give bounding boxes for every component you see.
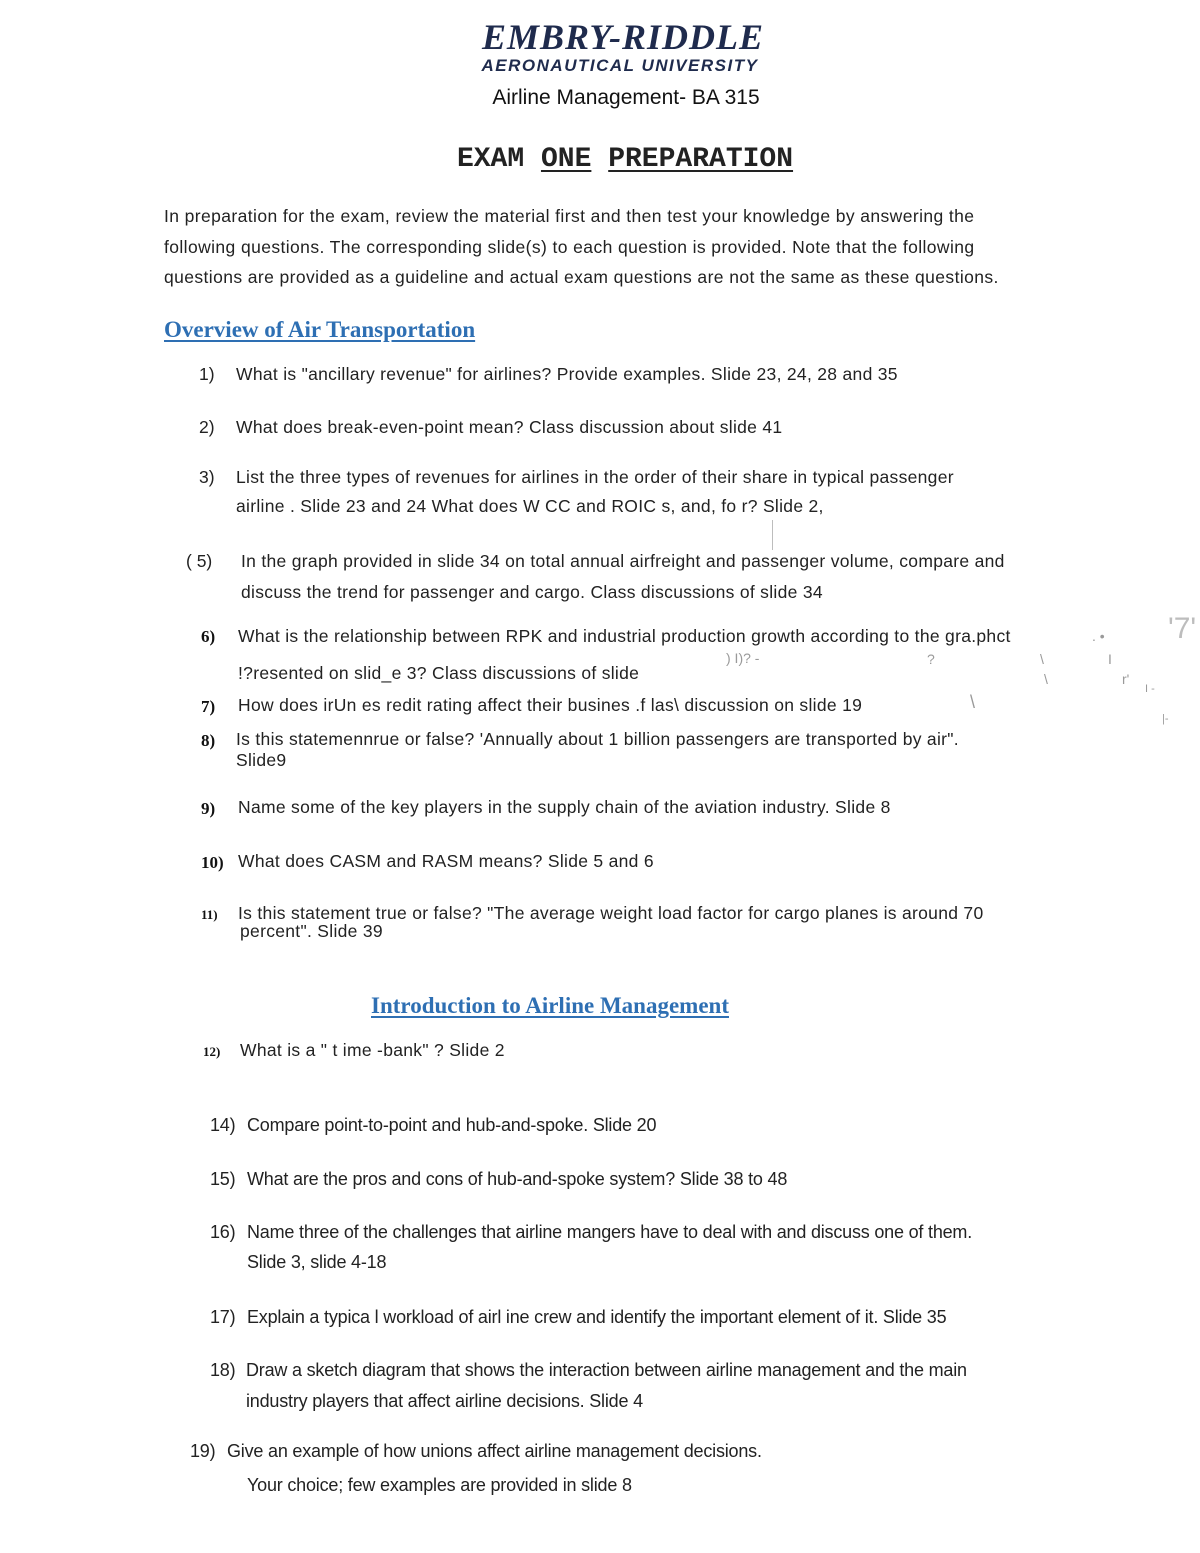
intro-line-1: In preparation for the exam, review the material first and then test your knowledge by answering the (164, 206, 975, 226)
question-number: 10) (201, 853, 224, 872)
question-text: What does break-even-point mean? Class discussion about slide 41 (236, 417, 783, 437)
question-text: Explain a typica l workload of airl ine crew and identify the important element of it. Slide 35 (247, 1307, 947, 1327)
scan-noise: \ (1040, 651, 1044, 667)
question-text: Compare point-to-point and hub-and-spoke. Slide 20 (247, 1115, 657, 1135)
question-text-continued: discuss the trend for passenger and cargo. Class discussions of slide 34 (241, 582, 823, 602)
question-number: 18) (210, 1360, 236, 1380)
scan-noise: I (1108, 651, 1112, 667)
question-text: What is a " t ime -bank" ? Slide 2 (240, 1040, 505, 1060)
exam-title (0, 144, 1200, 175)
question-number: 15) (210, 1169, 236, 1189)
scan-noise: '7' (1168, 612, 1197, 645)
question-text: In the graph provided in slide 34 on total annual airfreight and passenger volume, compare and (241, 551, 1005, 571)
question-number: 12) (203, 1044, 221, 1059)
scan-artifact-line (772, 520, 773, 550)
question-text: Name some of the key players in the supply chain of the aviation industry. Slide 8 (238, 797, 891, 817)
scan-noise: \ (1044, 671, 1048, 687)
question-text-continued: Slide9 (236, 750, 287, 770)
question-text-continued: Your choice; few examples are provided in slide 8 (247, 1475, 632, 1495)
question-number: 14) (210, 1115, 236, 1135)
scan-noise: ? (927, 651, 935, 667)
question-number: 2) (199, 417, 215, 437)
question-text-continued: industry players that affect airline decisions. Slide 4 (246, 1391, 643, 1411)
question-text-continued: Slide 3, slide 4-18 (247, 1252, 387, 1272)
section-heading-overview: Overview of Air Transportation (164, 317, 476, 342)
scan-noise: ) I)? - (726, 650, 760, 666)
exam-title-word-3: PREPARATION (608, 144, 794, 175)
question-number: 11) (201, 907, 218, 922)
question-number: 17) (210, 1307, 236, 1327)
question-number: 3) (199, 467, 215, 487)
question-number: 8) (201, 731, 216, 750)
question-text: What does CASM and RASM means? Slide 5 and 6 (238, 851, 654, 871)
course-title: Airline Management- BA 315 (492, 86, 760, 109)
intro-line-2: following questions. The corresponding slide(s) to each question is provided. Note that the following (164, 237, 975, 257)
question-text: Draw a sketch diagram that shows the interaction between airline management and the main (246, 1360, 967, 1380)
scan-noise: \ (970, 692, 976, 712)
question-number: ( 5) (186, 551, 213, 571)
question-number: 9) (201, 799, 216, 818)
section-heading-introduction: Introduction to Airline Management (371, 993, 729, 1018)
scan-noise: I - (1145, 683, 1155, 695)
question-number: 7) (201, 697, 216, 716)
question-text: What are the pros and cons of hub-and-spoke system? Slide 38 to 48 (247, 1169, 788, 1189)
scan-noise: r' (1122, 671, 1130, 687)
intro-line-3: questions are provided as a guideline and actual exam questions are not the same as these questions. (164, 267, 999, 287)
question-text: List the three types of revenues for airlines in the order of their share in typical passenger (236, 467, 954, 487)
question-number: 6) (201, 627, 216, 646)
question-number: 16) (210, 1222, 236, 1242)
question-text: Name three of the challenges that airline mangers have to deal with and discuss one of them. (247, 1222, 973, 1242)
question-text-continued: airline . Slide 23 and 24 What does W CC and ROIC s, and, fo r? Slide 2, (236, 496, 824, 516)
university-logo-wordmark: EMBRY-RIDDLE (481, 17, 765, 57)
question-number: 19) (190, 1441, 216, 1461)
question-text: Is this statement true or false? "The average weight load factor for cargo planes is around 70 (238, 903, 984, 923)
question-text: Give an example of how unions affect airline management decisions. (227, 1441, 762, 1461)
university-logo-subtitle: AERONAUTICAL UNIVERSITY (481, 56, 759, 75)
exam-title-word-1: EXAM (456, 144, 525, 175)
question-text: How does irUn es redit rating affect their busines .f las\ discussion on slide 19 (238, 695, 863, 715)
question-text-continued: !?resented on slid_e 3? Class discussions of slide (238, 663, 640, 683)
question-text-continued: percent". Slide 39 (240, 921, 383, 941)
exam-title-word-2: ONE (540, 144, 592, 175)
question-text: Is this statemennrue or false? 'Annually about 1 billion passengers are transported by air". (236, 729, 959, 749)
scan-noise: |- (1162, 713, 1169, 725)
scan-noise: . • (1092, 628, 1105, 644)
question-text: What is "ancillary revenue" for airlines? Provide examples. Slide 23, 24, 28 and 35 (236, 364, 898, 384)
question-text: What is the relationship between RPK and industrial production growth according to the gra.phct (238, 626, 1011, 646)
question-number: 1) (199, 364, 215, 384)
